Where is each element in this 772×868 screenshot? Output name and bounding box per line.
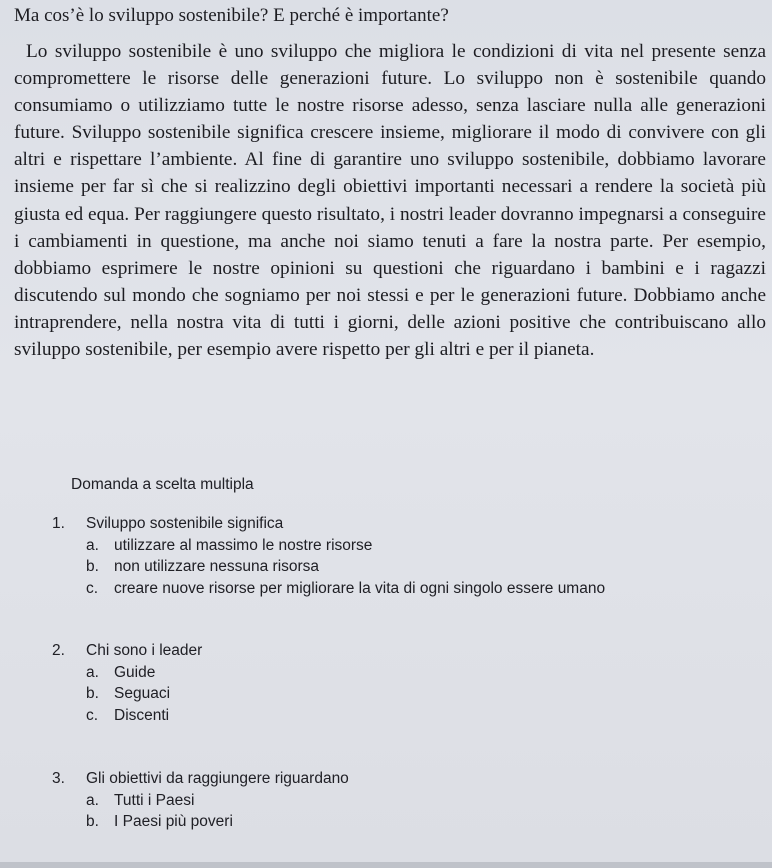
option-text: Guide bbox=[114, 664, 156, 681]
option-item[interactable] bbox=[86, 790, 349, 811]
option-item[interactable] bbox=[86, 662, 202, 683]
question-1 bbox=[52, 514, 605, 599]
option-list bbox=[86, 662, 202, 726]
option-item[interactable] bbox=[86, 811, 349, 832]
question-3 bbox=[52, 769, 349, 833]
question-number: 1. bbox=[52, 515, 65, 532]
option-letter: b. bbox=[86, 558, 99, 576]
document-title: Ma cos’è lo sviluppo sostenibile? E perché è importante? bbox=[14, 5, 449, 26]
option-text: I Paesi più poveri bbox=[114, 813, 233, 831]
option-item[interactable] bbox=[86, 705, 202, 726]
option-letter: a. bbox=[86, 537, 99, 554]
option-text: non utilizzare nessuna risorsa bbox=[114, 558, 320, 576]
question-number: 3. bbox=[52, 770, 65, 787]
option-letter: c. bbox=[86, 706, 99, 724]
question-text: Sviluppo sostenibile significa bbox=[86, 515, 284, 532]
body-paragraph: Lo sviluppo sostenibile è uno sviluppo che migliora le condizioni di vita nel presente senza compromettere le risorse delle generazioni future. Lo sviluppo non è sostenibile quando consumiamo o utilizziamo tutte le nostre risorse adesso, senza lasciare nulla alle generazioni future. Sviluppo sostenibile significa crescere insieme, migliorare il modo di convivere con gli altri e rispettare l’ambiente. Al fine di garantire uno sviluppo sostenibile, dobbiamo lavorare insieme per far sì che si realizzino degli obiettivi importanti necessari a rendere la società più giusta ed equa. Per raggiungere questo risultato, i nostri leader dovranno impegnarsi a conseguire i cambiamenti in questione, ma anche noi siamo tenuti a fare la nostra parte. Per esempio, dobbiamo esprimere le nostre opinioni su questioni che riguardano i bambini e i ragazzi discutendo sul mondo che sogniamo per noi stessi e per le generazioni future. Dobbiamo anche intraprendere, nella nostra vita di tutti i giorni, delle azioni positive che contribuiscano allo sviluppo sostenibile, per esempio avere rispetto per gli altri e per il pianeta. bbox=[14, 41, 766, 361]
option-list bbox=[86, 790, 349, 833]
question-2 bbox=[52, 641, 202, 726]
question-text: Gli obiettivi da raggiungere riguardano bbox=[86, 770, 349, 787]
option-item[interactable] bbox=[86, 578, 605, 599]
option-item[interactable] bbox=[86, 556, 605, 577]
option-letter: a. bbox=[86, 664, 99, 681]
option-item[interactable] bbox=[86, 535, 605, 556]
option-text: Seguaci bbox=[114, 685, 171, 703]
option-letter: b. bbox=[86, 813, 99, 831]
question-text: Chi sono i leader bbox=[86, 642, 203, 659]
option-item[interactable] bbox=[86, 683, 202, 704]
option-text: Tutti i Paesi bbox=[114, 792, 195, 809]
option-text: creare nuove risorse per migliorare la vita di ogni singolo essere umano bbox=[114, 579, 606, 597]
page-bottom-edge bbox=[0, 862, 772, 868]
option-letter: a. bbox=[86, 792, 99, 809]
option-letter: c. bbox=[86, 579, 99, 597]
option-list bbox=[86, 535, 605, 599]
option-letter: b. bbox=[86, 685, 99, 703]
option-text: Discenti bbox=[114, 706, 170, 724]
option-text: utilizzare al massimo le nostre risorse bbox=[114, 537, 373, 554]
question-number: 2. bbox=[52, 642, 65, 659]
quiz-heading: Domanda a scelta multipla bbox=[71, 476, 254, 493]
